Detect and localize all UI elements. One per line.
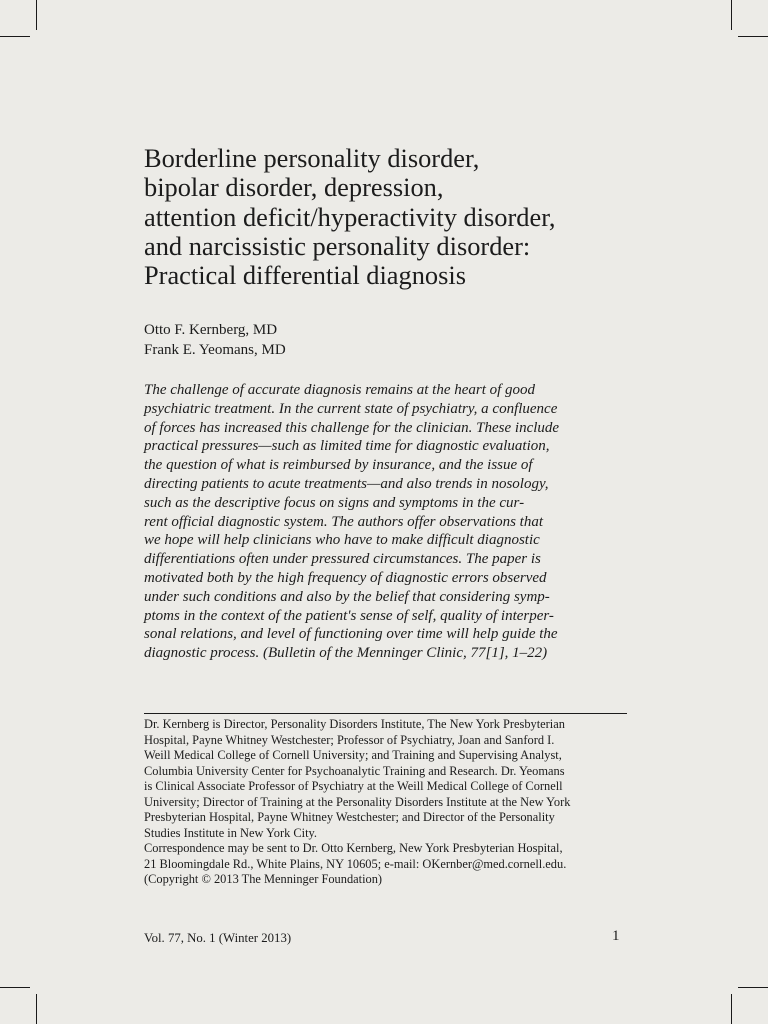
footnote-line: Correspondence may be sent to Dr. Otto Kernberg, New York Presbyterian Hospital, (144, 841, 563, 855)
abstract-line: such as the descriptive focus on signs and symptoms in the cur- (144, 494, 525, 511)
title-line: bipolar disorder, depression, (144, 172, 444, 203)
footnote-line: 21 Bloomingdale Rd., White Plains, NY 10605; e-mail: OKernber@med.cornell.edu. (144, 856, 567, 871)
journal-volume-info: Vol. 77, No. 1 (Winter 2013) (144, 931, 292, 945)
author-footnote (144, 717, 634, 888)
crop-mark-top-left (36, 0, 37, 30)
footnote-line: Dr. Kernberg is Director, Personality Disorders Institute, The New York Presbyterian (144, 717, 565, 731)
author-list (144, 321, 286, 360)
crop-mark-top-left (0, 36, 30, 37)
abstract-line: diagnostic process. (Bulletin of the Menninger Clinic, 77[1], 1–22) (144, 645, 548, 662)
abstract-line: rent official diagnostic system. The authors offer observations that (144, 513, 544, 530)
title-line: Practical differential diagnosis (144, 260, 466, 291)
footnote-line: Hospital, Payne Whitney Westchester; Professor of Psychiatry, Joan and Sanford I. (144, 732, 555, 747)
crop-mark-bottom-left (36, 994, 37, 1024)
footnote-line: (Copyright © 2013 The Menninger Foundation) (144, 872, 383, 886)
title-line: and narcissistic personality disorder: (144, 230, 531, 261)
footnote-line: Weill Medical College of Cornell University; and Training and Supervising Analyst, (144, 748, 562, 762)
crop-mark-bottom-right (731, 994, 732, 1024)
crop-mark-top-right (738, 36, 768, 37)
title-line: attention deficit/hyperactivity disorder, (144, 201, 556, 232)
abstract-line: motivated both by the high frequency of diagnostic errors observed (144, 569, 547, 586)
crop-mark-bottom-left (0, 987, 30, 988)
footnote-line: Studies Institute in New York City. (144, 825, 318, 840)
author-name: Otto F. Kernberg, MD (144, 322, 278, 338)
author-name: Frank E. Yeomans, MD (144, 341, 286, 358)
abstract-line: sonal relations, and level of functioning over time will help guide the (144, 626, 558, 643)
abstract-line: ptoms in the context of the patient's sense of self, quality of interper- (144, 607, 554, 624)
page-number: 1 (612, 928, 620, 944)
abstract-line: directing patients to acute treatments—and also trends in nosology, (144, 475, 549, 492)
abstract-line: The challenge of accurate diagnosis remains at the heart of good (144, 382, 536, 398)
crop-mark-bottom-right (738, 987, 768, 988)
crop-mark-top-right (731, 0, 732, 30)
abstract (144, 381, 634, 663)
article-title (144, 144, 664, 290)
title-line: Borderline personality disorder, (144, 143, 480, 173)
abstract-line: we hope will help clinicians who have to make difficult diagnostic (144, 532, 540, 549)
abstract-line: psychiatric treatment. In the current state of psychiatry, a confluence (144, 400, 558, 417)
abstract-line: of forces has increased this challenge for the clinician. These include (144, 419, 560, 436)
footnote-line: is Clinical Associate Professor of Psychiatry at the Weill Medical College of Cornell (144, 779, 563, 793)
abstract-line: under such conditions and also by the belief that considering symp- (144, 588, 550, 605)
footnote-line: Presbyterian Hospital, Payne Whitney Westchester; and Director of the Personality (144, 810, 555, 824)
footnote-line: University; Director of Training at the Personality Disorders Institute at the New York (144, 794, 571, 809)
footnote-divider (144, 713, 627, 714)
abstract-line: practical pressures—such as limited time for diagnostic evaluation, (144, 438, 550, 455)
abstract-line: differentiations often under pressured circumstances. The paper is (144, 551, 541, 568)
abstract-line: the question of what is reimbursed by insurance, and the issue of (144, 457, 533, 474)
footnote-line: Columbia University Center for Psychoanalytic Training and Research. Dr. Yeomans (144, 763, 565, 778)
